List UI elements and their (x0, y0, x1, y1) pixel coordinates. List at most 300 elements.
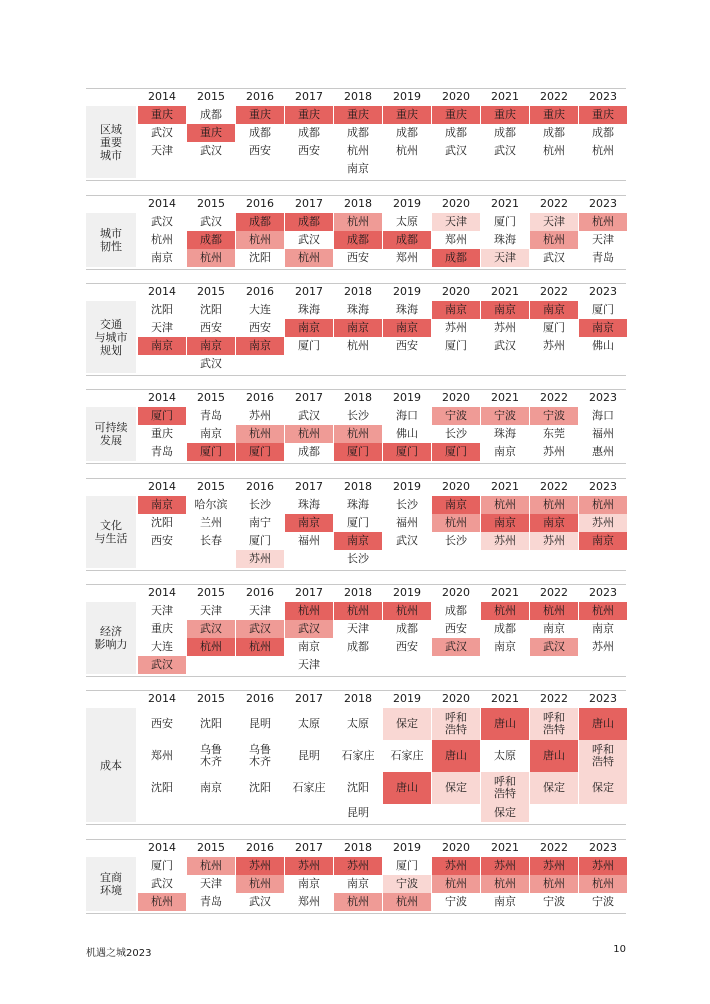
year-label: 2014 (148, 391, 176, 404)
city-cell: 保定 (579, 772, 627, 804)
year-label: 2023 (589, 480, 617, 493)
city-cell: 南京 (494, 640, 516, 653)
city-cell: 西安 (445, 622, 467, 635)
year-label: 2021 (491, 197, 519, 210)
city-cell: 南京 (298, 640, 320, 653)
city-cell: 保定 (383, 708, 431, 740)
city-cell: 成都 (494, 126, 516, 139)
city-cell: 厦门 (334, 443, 382, 461)
year-label: 2018 (344, 197, 372, 210)
city-cell: 杭州 (138, 893, 186, 911)
city-cell: 大连 (151, 640, 173, 653)
year-label: 2017 (295, 841, 323, 854)
city-cell: 杭州 (579, 213, 627, 231)
city-cell: 惠州 (592, 445, 614, 458)
city-cell: 郑州 (298, 895, 320, 908)
year-label: 2023 (589, 391, 617, 404)
city-cell: 成都 (249, 126, 271, 139)
city-cell: 东莞 (543, 427, 565, 440)
city-cell: 厦门 (396, 859, 418, 872)
city-cell: 宁波 (592, 895, 614, 908)
city-cell: 成都 (298, 126, 320, 139)
year-label: 2014 (148, 841, 176, 854)
city-cell: 南京 (579, 319, 627, 337)
city-cell: 武汉 (432, 638, 480, 656)
section-divider (86, 478, 626, 479)
city-cell: 杭州 (481, 602, 529, 620)
section-divider (86, 839, 626, 840)
city-cell: 苏州 (334, 857, 382, 875)
city-cell: 呼和 浩特 (481, 772, 529, 804)
city-cell: 西安 (347, 251, 369, 264)
year-label: 2018 (344, 841, 372, 854)
city-cell: 南京 (383, 319, 431, 337)
city-cell: 珠海 (298, 498, 320, 511)
city-cell: 乌鲁 木齐 (200, 743, 222, 768)
city-cell: 宁波 (383, 875, 431, 893)
city-cell: 南京 (530, 514, 578, 532)
city-cell: 杭州 (334, 602, 382, 620)
city-cell: 成都 (543, 126, 565, 139)
city-cell: 宁波 (445, 895, 467, 908)
section-divider (86, 389, 626, 390)
city-cell: 杭州 (347, 144, 369, 157)
city-cell: 郑州 (151, 749, 173, 762)
year-label: 2016 (246, 586, 274, 599)
city-cell: 厦门 (383, 443, 431, 461)
city-cell: 保定 (481, 804, 529, 822)
category-label: 区域 重要 城市 (100, 122, 122, 162)
city-cell: 成都 (187, 231, 235, 249)
city-cell: 天津 (249, 604, 271, 617)
city-cell: 厦门 (445, 339, 467, 352)
city-cell: 南宁 (249, 516, 271, 529)
city-cell: 武汉 (543, 251, 565, 264)
city-cell: 厦门 (236, 443, 284, 461)
section-bottom-line (86, 180, 626, 181)
city-cell: 武汉 (151, 126, 173, 139)
city-cell: 天津 (151, 144, 173, 157)
city-cell: 唐山 (530, 740, 578, 772)
year-label: 2021 (491, 692, 519, 705)
city-cell: 武汉 (151, 877, 173, 890)
city-cell: 苏州 (579, 857, 627, 875)
city-cell: 成都 (396, 622, 418, 635)
year-label: 2019 (393, 586, 421, 599)
city-cell: 杭州 (432, 875, 480, 893)
city-cell: 成都 (445, 604, 467, 617)
year-label: 2020 (442, 841, 470, 854)
city-cell: 杭州 (236, 875, 284, 893)
city-cell: 杭州 (236, 638, 284, 656)
section-divider (86, 195, 626, 196)
city-cell: 武汉 (298, 409, 320, 422)
city-cell: 南京 (200, 781, 222, 794)
city-cell: 成都 (347, 126, 369, 139)
year-header (86, 391, 626, 405)
city-cell: 厦门 (138, 407, 186, 425)
page-number: 10 (613, 944, 626, 955)
city-cell: 南京 (494, 895, 516, 908)
city-cell: 武汉 (236, 620, 284, 638)
year-label: 2017 (295, 692, 323, 705)
category-label: 经济 影响力 (94, 625, 128, 651)
city-cell: 昆明 (249, 717, 271, 730)
city-cell: 重庆 (383, 106, 431, 124)
city-cell: 重庆 (432, 106, 480, 124)
city-cell: 杭州 (187, 857, 235, 875)
city-cell: 苏州 (249, 409, 271, 422)
year-label: 2020 (442, 692, 470, 705)
city-cell: 重庆 (151, 427, 173, 440)
city-cell: 武汉 (138, 656, 186, 674)
city-cell: 南京 (187, 337, 235, 355)
city-cell: 杭州 (481, 875, 529, 893)
city-cell: 成都 (494, 622, 516, 635)
year-label: 2022 (540, 586, 568, 599)
city-cell: 南京 (298, 877, 320, 890)
year-label: 2015 (197, 586, 225, 599)
year-label: 2015 (197, 391, 225, 404)
year-header (86, 480, 626, 494)
city-cell: 杭州 (396, 144, 418, 157)
city-cell: 南京 (481, 514, 529, 532)
city-cell: 沈阳 (200, 717, 222, 730)
city-cell: 厦门 (543, 321, 565, 334)
city-cell: 重庆 (481, 106, 529, 124)
city-cell: 珠海 (396, 303, 418, 316)
year-label: 2023 (589, 90, 617, 103)
year-label: 2014 (148, 692, 176, 705)
city-cell: 天津 (200, 604, 222, 617)
city-cell: 沈阳 (151, 303, 173, 316)
year-label: 2022 (540, 391, 568, 404)
city-cell: 呼和 浩特 (579, 740, 627, 772)
city-cell: 苏州 (481, 857, 529, 875)
city-cell: 南京 (334, 532, 382, 550)
city-cell: 佛山 (396, 427, 418, 440)
city-cell: 武汉 (494, 144, 516, 157)
section-bottom-line (86, 570, 626, 571)
year-header (86, 197, 626, 211)
city-cell: 福州 (298, 534, 320, 547)
year-label: 2018 (344, 692, 372, 705)
city-cell: 南京 (432, 496, 480, 514)
year-label: 2020 (442, 480, 470, 493)
city-cell: 佛山 (592, 339, 614, 352)
category-label: 可持续 发展 (94, 421, 128, 447)
year-label: 2022 (540, 841, 568, 854)
city-cell: 福州 (592, 427, 614, 440)
city-cell: 石家庄 (390, 749, 424, 762)
city-cell: 杭州 (187, 638, 235, 656)
city-cell: 珠海 (347, 303, 369, 316)
year-label: 2017 (295, 90, 323, 103)
city-cell: 武汉 (187, 620, 235, 638)
city-cell: 唐山 (383, 772, 431, 804)
year-label: 2021 (491, 391, 519, 404)
city-cell: 昆明 (298, 749, 320, 762)
city-cell: 武汉 (530, 638, 578, 656)
city-cell: 珠海 (347, 498, 369, 511)
city-cell: 西安 (249, 321, 271, 334)
city-cell: 厦门 (151, 859, 173, 872)
city-cell: 南京 (347, 877, 369, 890)
city-cell: 重庆 (187, 124, 235, 142)
year-label: 2015 (197, 480, 225, 493)
city-cell: 长沙 (445, 534, 467, 547)
city-cell: 保定 (432, 772, 480, 804)
city-cell: 西安 (298, 144, 320, 157)
section-divider (86, 690, 626, 691)
city-cell: 长沙 (445, 427, 467, 440)
year-label: 2019 (393, 480, 421, 493)
city-cell: 苏州 (285, 857, 333, 875)
year-label: 2020 (442, 197, 470, 210)
city-cell: 杭州 (432, 514, 480, 532)
city-cell: 天津 (481, 249, 529, 267)
city-cell: 成都 (298, 445, 320, 458)
city-cell: 成都 (592, 126, 614, 139)
section-bottom-line (86, 463, 626, 464)
section-bottom-line (86, 269, 626, 270)
city-cell: 南京 (432, 301, 480, 319)
section-divider (86, 88, 626, 89)
city-cell: 成都 (236, 213, 284, 231)
city-cell: 唐山 (481, 708, 529, 740)
city-cell: 苏州 (445, 321, 467, 334)
year-label: 2021 (491, 285, 519, 298)
year-label: 2016 (246, 285, 274, 298)
city-cell: 武汉 (396, 534, 418, 547)
section-bottom-line (86, 913, 626, 914)
year-header (86, 90, 626, 104)
city-cell: 杭州 (285, 249, 333, 267)
year-label: 2016 (246, 391, 274, 404)
city-cell: 唐山 (432, 740, 480, 772)
city-cell: 西安 (151, 534, 173, 547)
city-cell: 苏州 (530, 532, 578, 550)
year-label: 2016 (246, 480, 274, 493)
city-cell: 沈阳 (249, 251, 271, 264)
city-cell: 苏州 (579, 514, 627, 532)
city-cell: 南京 (579, 532, 627, 550)
city-cell: 重庆 (236, 106, 284, 124)
city-cell: 武汉 (200, 144, 222, 157)
year-label: 2015 (197, 197, 225, 210)
year-label: 2014 (148, 197, 176, 210)
city-cell: 重庆 (138, 106, 186, 124)
city-cell: 西安 (151, 717, 173, 730)
year-label: 2015 (197, 692, 225, 705)
city-cell: 杭州 (579, 602, 627, 620)
city-cell: 长沙 (347, 552, 369, 565)
year-label: 2017 (295, 586, 323, 599)
city-cell: 厦门 (592, 303, 614, 316)
city-cell: 成都 (285, 213, 333, 231)
city-cell: 杭州 (592, 144, 614, 157)
category-label: 交通 与城市 规划 (94, 317, 128, 357)
year-label: 2019 (393, 90, 421, 103)
year-label: 2018 (344, 90, 372, 103)
city-cell: 重庆 (530, 106, 578, 124)
city-cell: 哈尔滨 (194, 498, 228, 511)
city-cell: 长春 (200, 534, 222, 547)
city-cell: 昆明 (347, 806, 369, 819)
year-label: 2016 (246, 841, 274, 854)
city-cell: 武汉 (445, 144, 467, 157)
city-cell: 武汉 (494, 339, 516, 352)
category-label: 城市 韧性 (100, 227, 122, 253)
year-label: 2022 (540, 285, 568, 298)
year-label: 2019 (393, 197, 421, 210)
year-label: 2022 (540, 480, 568, 493)
year-label: 2016 (246, 692, 274, 705)
city-cell: 杭州 (334, 213, 382, 231)
city-cell: 苏州 (543, 339, 565, 352)
city-cell: 沈阳 (200, 303, 222, 316)
city-cell: 青岛 (592, 251, 614, 264)
city-cell: 天津 (151, 321, 173, 334)
city-cell: 杭州 (543, 144, 565, 157)
year-label: 2014 (148, 480, 176, 493)
city-cell: 武汉 (200, 215, 222, 228)
year-label: 2019 (393, 391, 421, 404)
city-cell: 宁波 (530, 407, 578, 425)
city-cell: 杭州 (334, 425, 382, 443)
city-cell: 苏州 (481, 532, 529, 550)
year-label: 2022 (540, 90, 568, 103)
year-label: 2018 (344, 391, 372, 404)
city-cell: 石家庄 (292, 781, 326, 794)
year-header (86, 285, 626, 299)
year-label: 2023 (589, 285, 617, 298)
year-label: 2018 (344, 285, 372, 298)
city-cell: 杭州 (481, 496, 529, 514)
year-label: 2021 (491, 586, 519, 599)
city-cell: 杭州 (530, 496, 578, 514)
city-cell: 武汉 (285, 620, 333, 638)
year-label: 2018 (344, 480, 372, 493)
year-label: 2021 (491, 480, 519, 493)
city-cell: 武汉 (249, 895, 271, 908)
year-label: 2017 (295, 197, 323, 210)
city-cell: 杭州 (236, 231, 284, 249)
city-cell: 石家庄 (341, 749, 375, 762)
city-cell: 沈阳 (151, 516, 173, 529)
city-cell: 长沙 (396, 498, 418, 511)
year-label: 2020 (442, 90, 470, 103)
year-label: 2015 (197, 285, 225, 298)
year-label: 2014 (148, 90, 176, 103)
city-cell: 郑州 (396, 251, 418, 264)
city-cell: 南京 (236, 337, 284, 355)
city-cell: 重庆 (579, 106, 627, 124)
city-cell: 苏州 (592, 640, 614, 653)
year-label: 2017 (295, 285, 323, 298)
city-cell: 天津 (151, 604, 173, 617)
city-cell: 南京 (138, 496, 186, 514)
city-cell: 厦门 (187, 443, 235, 461)
city-cell: 杭州 (285, 425, 333, 443)
city-cell: 天津 (530, 213, 578, 231)
city-cell: 南京 (200, 427, 222, 440)
year-label: 2019 (393, 285, 421, 298)
city-cell: 南京 (138, 337, 186, 355)
city-cell: 珠海 (494, 427, 516, 440)
city-cell: 乌鲁 木齐 (249, 743, 271, 768)
city-cell: 大连 (249, 303, 271, 316)
city-cell: 青岛 (151, 445, 173, 458)
city-cell: 保定 (530, 772, 578, 804)
city-cell: 成都 (334, 231, 382, 249)
city-cell: 西安 (396, 640, 418, 653)
city-cell: 太原 (396, 215, 418, 228)
year-header (86, 841, 626, 855)
city-cell: 福州 (396, 516, 418, 529)
city-cell: 武汉 (200, 357, 222, 370)
city-cell: 沈阳 (249, 781, 271, 794)
city-cell: 兰州 (200, 516, 222, 529)
city-cell: 苏州 (432, 857, 480, 875)
city-cell: 珠海 (298, 303, 320, 316)
city-cell: 太原 (298, 717, 320, 730)
city-cell: 杭州 (236, 425, 284, 443)
city-cell: 厦门 (432, 443, 480, 461)
city-cell: 杭州 (285, 602, 333, 620)
year-header (86, 692, 626, 706)
city-cell: 武汉 (298, 233, 320, 246)
year-label: 2019 (393, 692, 421, 705)
city-cell: 成都 (396, 126, 418, 139)
year-label: 2016 (246, 90, 274, 103)
year-label: 2014 (148, 285, 176, 298)
year-header (86, 586, 626, 600)
section-bottom-line (86, 375, 626, 376)
section-divider (86, 584, 626, 585)
city-cell: 海口 (396, 409, 418, 422)
city-cell: 西安 (396, 339, 418, 352)
city-cell: 天津 (298, 658, 320, 671)
year-label: 2020 (442, 586, 470, 599)
city-cell: 成都 (432, 249, 480, 267)
city-cell: 杭州 (530, 875, 578, 893)
city-cell: 南京 (494, 445, 516, 458)
city-cell: 杭州 (347, 339, 369, 352)
city-cell: 厦门 (347, 516, 369, 529)
city-cell: 南京 (543, 622, 565, 635)
city-cell: 重庆 (334, 106, 382, 124)
city-cell: 青岛 (200, 409, 222, 422)
city-cell: 太原 (347, 717, 369, 730)
city-cell: 南京 (285, 319, 333, 337)
city-cell: 南京 (151, 251, 173, 264)
category-label: 宜商 环境 (100, 871, 122, 897)
city-cell: 成都 (200, 108, 222, 121)
category-label: 成本 (100, 758, 122, 772)
city-cell: 厦门 (249, 534, 271, 547)
category-label: 文化 与生活 (94, 519, 128, 545)
year-label: 2023 (589, 586, 617, 599)
city-cell: 天津 (432, 213, 480, 231)
city-cell: 杭州 (383, 893, 431, 911)
city-cell: 苏州 (236, 857, 284, 875)
city-cell: 海口 (592, 409, 614, 422)
city-cell: 宁波 (543, 895, 565, 908)
city-cell: 苏州 (543, 445, 565, 458)
year-label: 2023 (589, 692, 617, 705)
city-cell: 杭州 (151, 233, 173, 246)
